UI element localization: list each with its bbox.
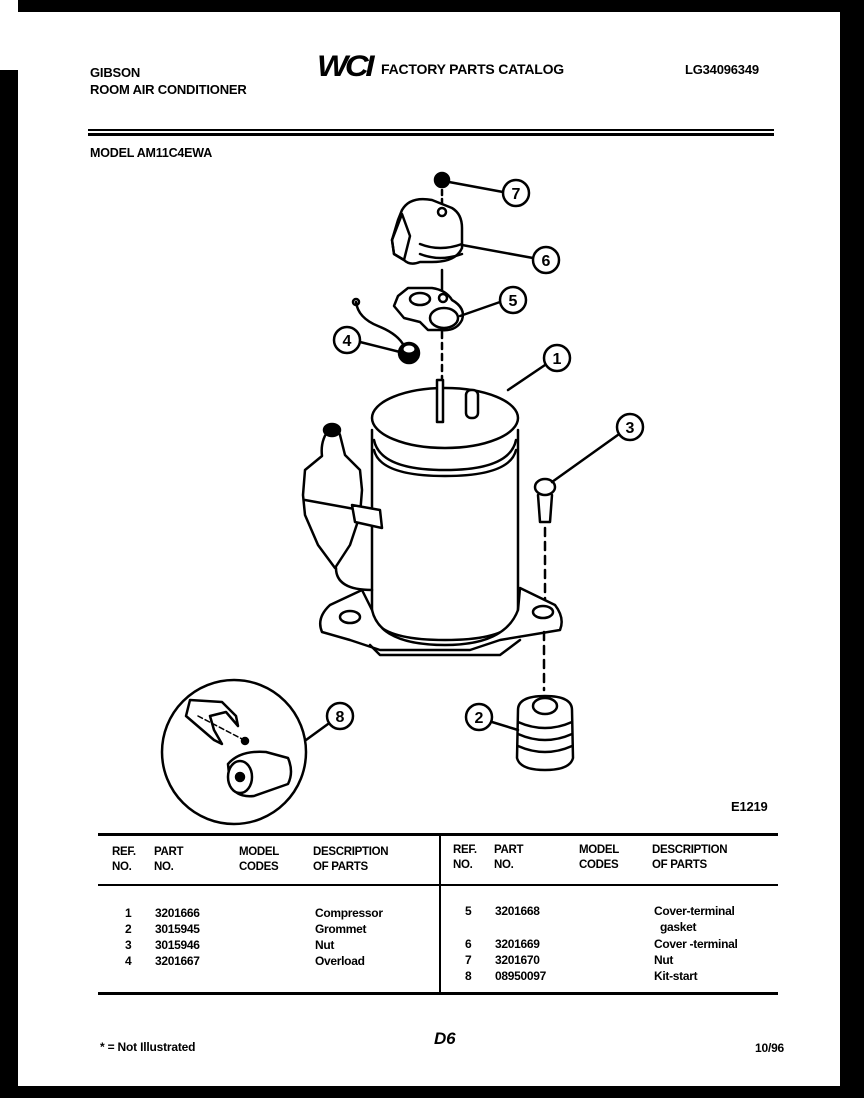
not-illustrated-note: * = Not Illustrated xyxy=(100,1040,196,1054)
figure-id: E1219 xyxy=(731,799,768,814)
callout-6: 6 xyxy=(541,253,551,270)
header-description-right: DESCRIPTION OF PARTS xyxy=(652,844,728,871)
callout-4: 4 xyxy=(342,333,352,350)
header-part-no-right: PART NO. xyxy=(494,844,524,871)
revision-date: 10/96 xyxy=(755,1041,785,1055)
header-part-no: PART NO. xyxy=(154,846,184,873)
callout-1: 1 xyxy=(552,351,562,368)
page-code: D6 xyxy=(434,1029,456,1048)
wci-logo: WCI xyxy=(317,50,372,83)
table-top-rule xyxy=(98,833,778,836)
header-ref-no: REF. NO. xyxy=(112,846,136,873)
catalog-title: FACTORY PARTS CATALOG xyxy=(381,61,564,77)
callout-8: 8 xyxy=(335,709,345,726)
model-label: MODEL AM11C4EWA xyxy=(90,146,213,160)
header-model-codes-right: MODEL CODES xyxy=(579,844,620,871)
callout-2: 2 xyxy=(474,710,484,727)
header-model-codes: MODEL CODES xyxy=(239,846,280,873)
header-description: DESCRIPTION OF PARTS xyxy=(313,846,389,873)
brand-name: GIBSON xyxy=(90,65,141,80)
product-name: ROOM AIR CONDITIONER xyxy=(90,82,247,97)
header-ref-no-right: REF. NO. xyxy=(453,844,477,871)
table-header-rule xyxy=(98,884,778,886)
table-divider xyxy=(439,833,441,994)
callout-5: 5 xyxy=(508,293,518,310)
catalog-number: LG34096349 xyxy=(685,62,759,77)
callout-7: 7 xyxy=(511,186,521,203)
callout-3: 3 xyxy=(625,420,635,437)
table-bottom-rule xyxy=(98,992,778,995)
